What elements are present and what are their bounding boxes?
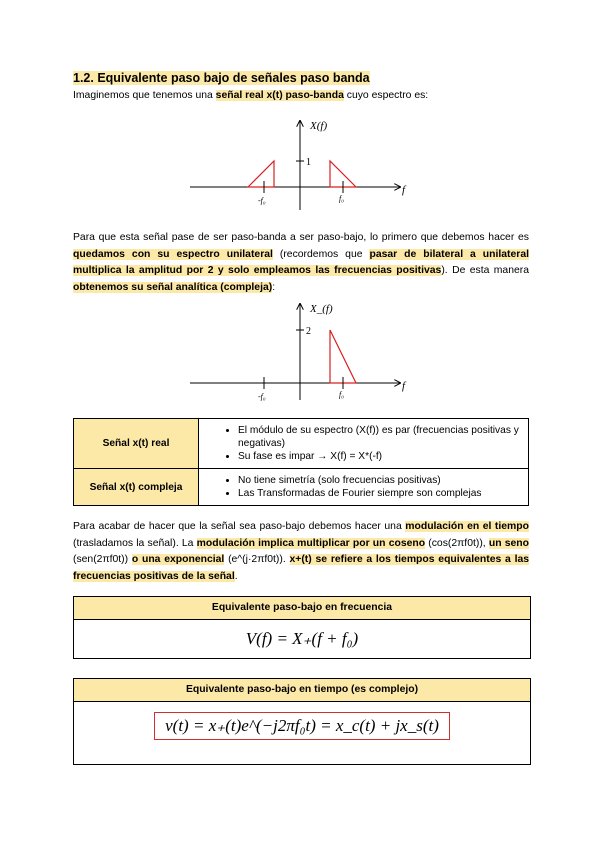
figure2-neg-f0: -f₀ bbox=[258, 392, 266, 401]
figure1-y-label: X(f) bbox=[310, 120, 328, 132]
positive-triangle bbox=[330, 330, 356, 383]
comparison-table bbox=[73, 418, 529, 506]
spectrum-unilateral-figure bbox=[190, 298, 420, 408]
figure2-pos-f0: f₀ bbox=[339, 390, 345, 399]
box-title: Equivalente paso-bajo en tiempo (es complejo) bbox=[74, 679, 530, 702]
table-row bbox=[74, 469, 529, 506]
frequency-equivalent-box bbox=[73, 596, 531, 659]
highlight-real-signal: señal real x(t) paso-banda bbox=[215, 90, 344, 101]
list-item: • No tiene simetría (solo frecuencias positivas) bbox=[238, 474, 527, 487]
unilateral-paragraph: Para que esta señal pase de ser paso-banda a ser paso-bajo, lo primero que debemos hacer es quedamos con su espectro unilateral (recordemos que pasar de bilateral a unilateral multiplica la amplitud por 2 y solo empleamos las frecuencias positivas). De esta manera obtenemos su señal analítica (compleja): bbox=[73, 232, 529, 293]
figure2-tick-label: 2 bbox=[306, 326, 311, 337]
table-row bbox=[74, 419, 529, 469]
spectrum-bilateral-figure bbox=[190, 115, 420, 220]
frequency-formula: V(f) = X₊(f + f₀) bbox=[245, 629, 359, 648]
section-title: 1.2. Equivalente paso bajo de señales paso banda bbox=[73, 71, 370, 85]
figure1-pos-f0: f₀ bbox=[339, 194, 345, 203]
row-label: Señal x(t) compleja bbox=[74, 469, 199, 506]
list-item: • El módulo de su espectro (X(f)) es par (frecuencias positivas y negativas) bbox=[238, 424, 527, 450]
list-item: • Las Transformadas de Fourier siempre son complejas bbox=[238, 487, 527, 500]
row-label: Señal x(t) real bbox=[74, 419, 199, 469]
figure1-tick-label: 1 bbox=[306, 157, 311, 168]
time-equivalent-box bbox=[73, 678, 531, 765]
list-item: • Su fase es impar → X(f) = X*(-f) bbox=[238, 450, 527, 463]
figure2-x-label: f bbox=[402, 380, 406, 392]
negative-triangle bbox=[248, 161, 274, 187]
figure1-x-label: f bbox=[402, 184, 406, 196]
modulation-paragraph: Para acabar de hacer que la señal sea paso-bajo debemos hacer una modulación en el tiempo (trasladamos la señal). La modulación implica multiplicar por un coseno (cos(2πf0t)), un seno (sen(2πf0t)) o una exponencial (e^(j·2πf0t)). x+(t) se refiere a los tiempos equivalentes a las frecuencias positivas de la señal. bbox=[73, 521, 530, 582]
intro-paragraph: Imaginemos que tenemos una señal real x(t) paso-banda cuyo espectro es: bbox=[73, 90, 429, 101]
box-title: Equivalente paso-bajo en frecuencia bbox=[74, 597, 530, 620]
figure1-neg-f0: -f₀ bbox=[258, 196, 266, 205]
figure2-y-label: X_(f) bbox=[310, 303, 333, 315]
time-formula: v(t) = x₊(t)e^(−j2πf₀t) = x_c(t) + jx_s(t) bbox=[154, 712, 450, 740]
